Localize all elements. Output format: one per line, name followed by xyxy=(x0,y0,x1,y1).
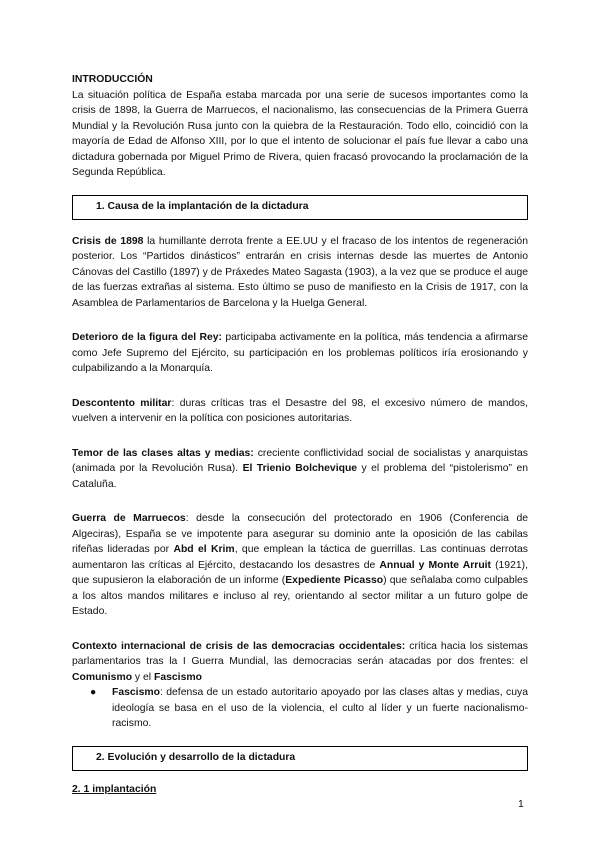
marruecos-text-4: ) que señalaba como culpables a los altos mandos militares e incluso al rey, orientando al sector militar a un futuro golpe de Estado. xyxy=(72,575,528,617)
fascismo-item-text: : defensa de un estado autoritario apoyado por las clases altas y medias, cuya ideología se basa en el uso de la violencia, el culto al líder y un fuerte nacionalismo-racismo. xyxy=(112,687,528,729)
section-2-heading: 2. Evolución y desarrollo de la dictadura xyxy=(72,746,528,771)
fascismo-item-label: Fascismo xyxy=(112,687,160,698)
abd-el-krim: Abd el Krim xyxy=(173,544,235,555)
rey-paragraph xyxy=(72,330,528,377)
contexto-paragraph xyxy=(72,639,528,686)
militar-paragraph xyxy=(72,396,528,427)
crisis-label: Crisis de 1898 xyxy=(72,235,144,247)
subsection-title: 2. 1 implantación xyxy=(72,783,157,795)
temor-paragraph xyxy=(72,446,528,493)
document-page xyxy=(72,72,528,797)
marruecos-paragraph xyxy=(72,511,528,620)
rey-text: participaba activamente en la política, más tendencia a afirmarse como Jefe Supremo del Ejército, su participación en los problemas políticos iría erosionando y culpabilizando a la Monarquía. xyxy=(72,332,528,374)
bullet-icon: ● xyxy=(90,687,97,698)
temor-text-2: y el problema del “pistolerismo” en Cataluña. xyxy=(72,463,529,490)
marruecos-label: Guerra de Marruecos xyxy=(72,513,186,524)
section-1-heading: 1. Causa de la implantación de la dictadura xyxy=(72,195,528,220)
intro-paragraph: La situación política de España estaba marcada por una serie de sucesos importantes como la crisis de 1898, la Guerra de Marruecos, el nacionalismo, las consecuencias de la Primera Guerra Mundial y la Revolución Rusa junto con la quiebra de la Restauración. Todo ello, coincidió con la mayoría de Edad de Alfonso XIII, por lo que el intento de solucionar el país fue llevar a cabo una dictadura gobernada por Miguel Primo de Rivera, quien fracasó provocando la proclamación de la Segunda República. xyxy=(72,89,528,178)
trienio-bolchevique: El Trienio Bolchevique xyxy=(242,463,358,474)
marruecos-text-2: , que emplean la táctica de guerrillas. Las continuas derrotas aumentaron las críticas al Ejército, destacando los desastres de xyxy=(72,544,528,571)
contexto-text-1: crítica hacia los sistemas parlamentarios tras la I Guerra Mundial, las democracias serán atacadas por dos frentes: el xyxy=(72,640,528,667)
marruecos-text-3: (1921), que supusieron la elaboración de un informe ( xyxy=(72,559,528,586)
crisis-text: la humillante derrota frente a EE.UU y el fracaso de los intentos de regeneración posterior. Los “Partidos dinásticos” entrarán en crisis internas desde las muertes de Antonio Cánovas del Castillo (1897) y de Práxedes Mateo Sagasta (1903), a la vez que se produce el auge de las fuerzas extrañas al sistema. Esto último se puso de manifiesto en la Crisis de 1917, con la Asamblea de Parlamentarios de Barcelona y la Huelga General. xyxy=(72,235,528,309)
militar-text: : duras críticas tras el Desastre del 98, el excesivo número de mandos, vuelven a intervenir en la política con posiciones autoritarias. xyxy=(72,397,528,424)
militar-label: Descontento militar xyxy=(72,397,172,409)
temor-label: Temor de las clases altas y medias: xyxy=(72,447,254,459)
temor-text-1: creciente conflictividad social de socialistas y anarquistas (animada por la Revolución Rusa). xyxy=(72,447,528,474)
fascismo: Fascismo xyxy=(154,671,202,683)
annual-monte-arruit: Annual y Monte Arruit xyxy=(379,559,492,571)
comunismo: Comunismo xyxy=(72,671,133,683)
expediente-picasso: Expediente Picasso xyxy=(285,575,384,586)
contexto-list xyxy=(72,685,528,732)
intro-title: INTRODUCCIÓN xyxy=(72,74,153,85)
list-item xyxy=(90,685,528,732)
contexto-text-2: y el xyxy=(132,671,154,683)
rey-label: Deterioro de la figura del Rey: xyxy=(72,332,222,343)
contexto-label: Contexto internacional de crisis de las democracias occidentales: xyxy=(72,640,406,652)
crisis-paragraph xyxy=(72,234,528,312)
page-number: 1 xyxy=(518,799,524,810)
marruecos-text-1: : desde la consecución del protectorado en 1906 (Conferencia de Algeciras), España se ve impotente para asegurar su dominio ante la oposición de las cabilas rifeñas lideradas por xyxy=(72,513,529,555)
